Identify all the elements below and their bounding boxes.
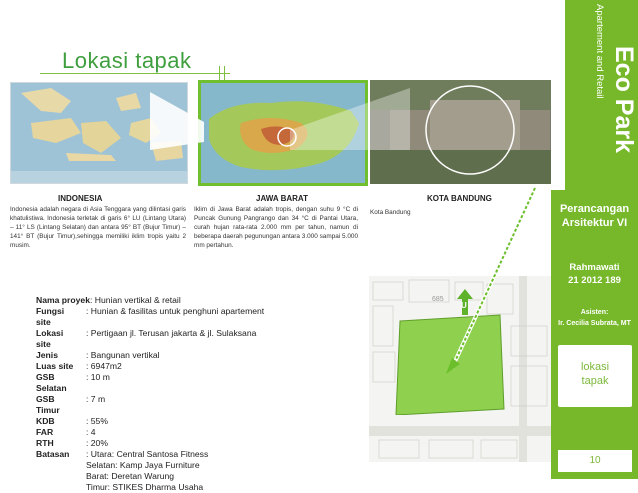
batasan-detail: Timur: STIKES Dharma Usaha — [86, 482, 204, 492]
column-text-jawa-barat: Iklim di Jawa Barat adalah tropis, dengan suhu 9 °C di Puncak Gunung Pangrango dan 34 °C di Pantai Utara, curah hujan rata-rata 2.000 mm per tahun, namun di beberapa daerah pegunungan antara 3.000 sampai 5.000 mm pertahun. — [194, 206, 358, 249]
section-label-line1: lokasi — [580, 361, 610, 373]
project-row: RTH : 20% — [36, 438, 108, 448]
project-row: Nama proyek : Hunian vertikal & retail — [36, 295, 181, 305]
course-title-line2: Arsitektur VI — [561, 217, 628, 229]
column-heading-indonesia: INDONESIA — [58, 194, 103, 203]
student-id: 21 2012 189 — [568, 275, 621, 286]
column-text-indonesia: Indonesia adalah negara di Asia Tenggara yang dilintasi garis khatulistiwa. Indonesia terletak di garis 6° LU (Lintang Utara) – 11° LS (Lintang Selatan) dan antara 95° BT (Bujur Timur) – 141° BT (Bujur Timur),sehingga memiliki iklim tropis yaitu 2 musim. — [10, 206, 186, 249]
sidebar-gap — [551, 0, 565, 190]
assistant-label: Asisten: — [580, 309, 609, 316]
student-name: Rahmawati — [569, 262, 620, 273]
course-title-line1: Perancangan — [559, 203, 630, 215]
project-row: KDB : 55% — [36, 416, 108, 426]
column-text-kota-bandung: Kota Bandung — [370, 209, 411, 216]
section-label-line2: tapak — [581, 375, 609, 387]
north-label: U — [461, 301, 467, 310]
page-number: 10 — [589, 455, 601, 466]
column-heading-jawa-barat: JAWA BARAT — [256, 194, 308, 203]
project-row: Lokasi site : Pertigaan jl. Terusan jakarta & jl. Sulaksana — [36, 328, 257, 349]
column-heading-kota-bandung: KOTA BANDUNG — [427, 194, 492, 203]
brand-block — [565, 0, 638, 190]
project-row: GSB Timur : 7 m — [36, 394, 106, 415]
brand-subtitle: Apartement and Retail — [594, 4, 605, 99]
project-row: Jenis : Bangunan vertikal — [36, 350, 160, 360]
assistant-name: Ir. Cecilia Subrata, MT — [558, 320, 631, 327]
project-data — [36, 295, 264, 493]
batasan-detail: Barat: Deretan Warung — [86, 471, 175, 481]
project-row: Batasan : Utara: Central Santosa Fitness — [36, 449, 209, 459]
project-row: Luas site : 6947m2 — [36, 361, 122, 371]
project-row: GSB Selatan : 10 m — [36, 372, 110, 393]
plot-number-label: 685 — [432, 296, 444, 303]
page-title: Lokasi tapak — [62, 48, 192, 73]
brand-logo: Eco Park — [610, 46, 638, 154]
batasan-detail: Selatan: Kamp Jaya Furniture — [86, 460, 200, 470]
project-row: Fungsi site : Hunian & fasilitas untuk penghuni apartement — [36, 306, 265, 327]
project-row: FAR : 4 — [36, 427, 96, 437]
